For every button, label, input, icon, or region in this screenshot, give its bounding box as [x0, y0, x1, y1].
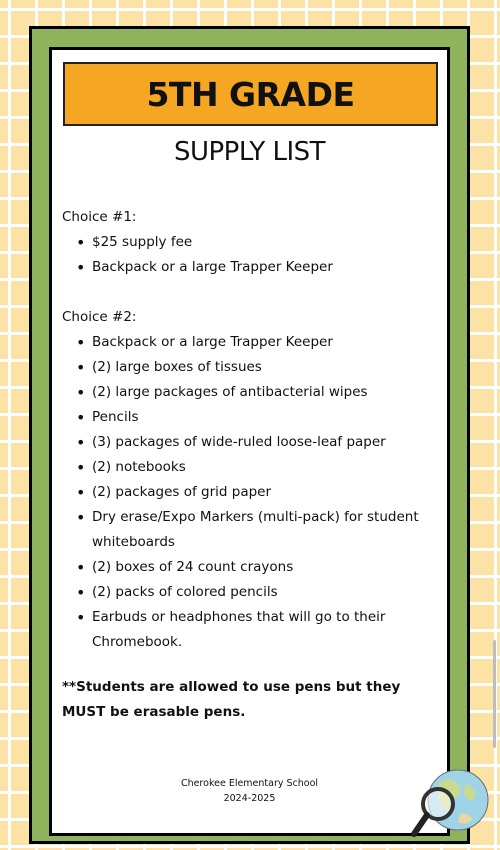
list-item: • (2) boxes of 24 count crayons: [92, 555, 442, 580]
page-title: 5TH GRADE: [146, 74, 355, 114]
list-item: • (2) packages of grid paper: [92, 480, 442, 505]
choice-1-heading: Choice #1:: [62, 209, 137, 225]
list-item: • $25 supply fee: [92, 230, 442, 255]
title-banner: [63, 62, 438, 126]
list-item: • Dry erase/Expo Markers (multi-pack) for student whiteboards: [92, 505, 442, 555]
list-item: • (2) notebooks: [92, 455, 442, 480]
list-item: • (2) large boxes of tissues: [92, 355, 442, 380]
scrollbar[interactable]: [493, 640, 496, 748]
list-item: • (2) large packages of antibacterial wipes: [92, 380, 442, 405]
list-item: • Backpack or a large Trapper Keeper: [92, 330, 442, 355]
supply-list: [62, 205, 442, 739]
choice-1-list: [62, 230, 442, 280]
list-item: • Earbuds or headphones that will go to their Chromebook.: [92, 605, 442, 655]
list-item: • Backpack or a large Trapper Keeper: [92, 255, 442, 280]
list-item: • (3) packages of wide-ruled loose-leaf paper: [92, 430, 442, 455]
page-subtitle: SUPPLY LIST: [173, 137, 326, 167]
globe-magnifier-icon: [410, 762, 490, 842]
list-item: • Pencils: [92, 405, 442, 430]
footer-year: 2024-2025: [223, 793, 276, 804]
footer: [49, 776, 450, 806]
choice-1-section: [62, 205, 442, 280]
footer-school: Cherokee Elementary School: [180, 778, 319, 789]
pen-note: **Students are allowed to use pens but they MUST be erasable pens.: [62, 679, 401, 720]
choice-2-section: [62, 305, 442, 655]
list-item: • (2) packs of colored pencils: [92, 580, 442, 605]
choice-2-list: [62, 330, 442, 655]
choice-2-heading: Choice #2:: [62, 309, 137, 325]
